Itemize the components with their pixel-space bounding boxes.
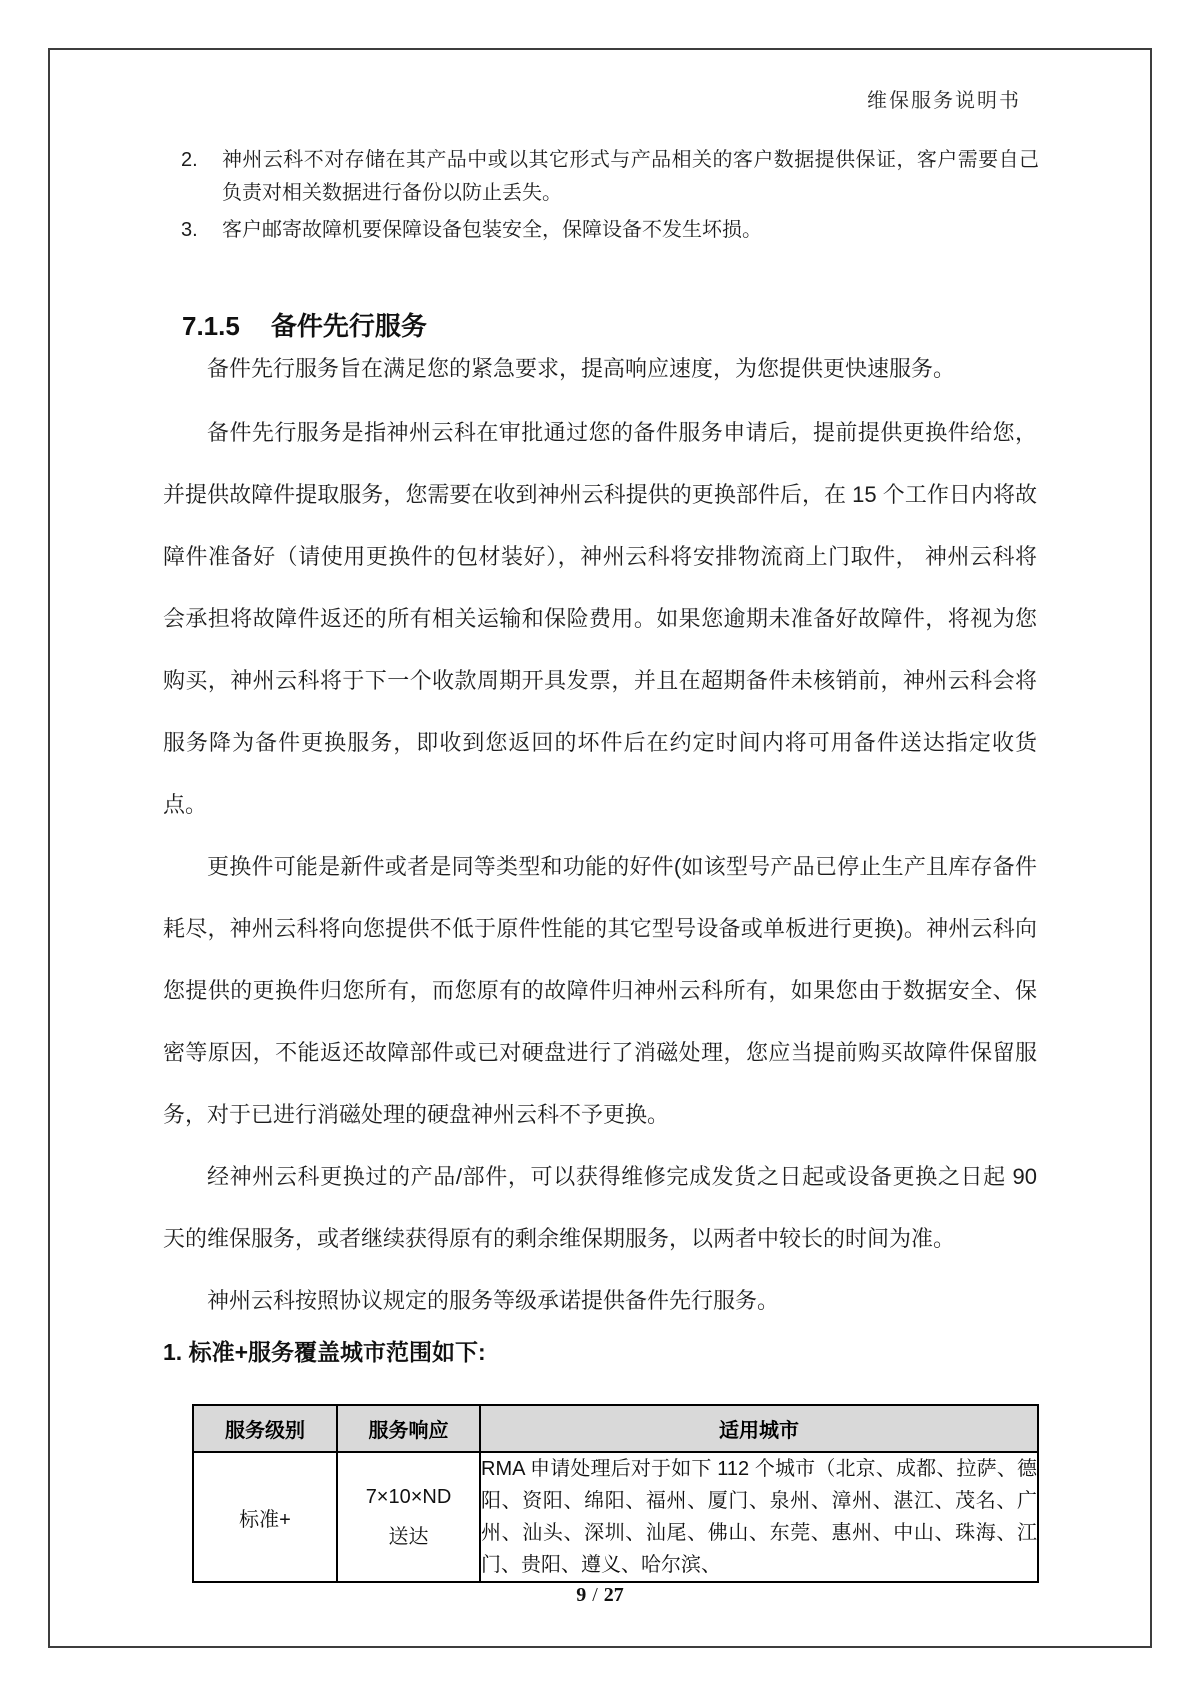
table-header-service-response: 服务响应 bbox=[337, 1405, 480, 1452]
list-item-number: 2. bbox=[181, 149, 198, 171]
response-line-1: 7×10×ND bbox=[365, 1486, 452, 1508]
table-header-service-level: 服务级别 bbox=[193, 1405, 337, 1452]
body-paragraph: 备件先行服务是指神州云科在审批通过您的备件服务申请后，提前提供更换件给您，并提供故障件提取服务，您需要在收到神州云科提供的更换部件后，在 15 个工作日内将故障件准备好（请使用更换件的包材装好），神州云科将安排物流商上门取件， 神州云科将会承担将故障件返还的所有相关运输和保险费用。如果您逾期未准备好故障件，将视为您购买，神州云科将于下一个收款周期开具发票，并且在超期备件未核销前，神州云科会将服务降为备件更换服务，即收到您返回的坏件后在约定时间内将可用备件送达指定收货点。 bbox=[163, 420, 1037, 817]
page-number-total: 27 bbox=[603, 1584, 624, 1606]
list-item-text: 神州云科不对存储在其产品中或以其它形式与产品相关的客户数据提供保证，客户需要自己负责对相关数据进行备份以防止丢失。 bbox=[222, 149, 1039, 204]
section-title: 备件先行服务 bbox=[270, 311, 427, 341]
list-item bbox=[181, 214, 1039, 247]
cell-service-level: 标准+ bbox=[193, 1452, 337, 1582]
table-row bbox=[193, 1452, 1038, 1582]
list-item bbox=[181, 144, 1039, 210]
list-item-number: 3. bbox=[181, 219, 198, 241]
cell-service-response bbox=[337, 1452, 480, 1582]
body-paragraph: 更换件可能是新件或者是同等类型和功能的好件(如该型号产品已停止生产且库存备件耗尽，神州云科将向您提供不低于原件性能的其它型号设备或单板进行更换)。神州云科向您提供的更换件归您所有，而您原有的故障件归神州云科所有，如果您由于数据安全、保密等原因，不能返还故障部件或已对硬盘进行了消磁处理，您应当提前购买故障件保留服务，对于已进行消磁处理的硬盘神州云科不予更换。 bbox=[163, 854, 1037, 1127]
service-coverage-table bbox=[192, 1404, 1039, 1583]
section-number: 7.1.5 bbox=[182, 311, 240, 341]
page-number bbox=[0, 1584, 1200, 1607]
page-header-title: 维保服务说明书 bbox=[867, 90, 1021, 112]
list-item-text: 客户邮寄故障机要保障设备包装安全，保障设备不发生坏损。 bbox=[222, 219, 762, 241]
body-text bbox=[163, 338, 1037, 1332]
response-line-2: 送达 bbox=[388, 1526, 429, 1548]
body-paragraph: 备件先行服务旨在满足您的紧急要求，提高响应速度，为您提供更快速服务。 bbox=[207, 356, 956, 381]
table-header-row bbox=[193, 1405, 1038, 1452]
table-header-applicable-cities: 适用城市 bbox=[480, 1405, 1038, 1452]
body-paragraph: 经神州云科更换过的产品/部件，可以获得维修完成发货之日起或设备更换之日起 90 天的维保服务，或者继续获得原有的剩余维保期服务，以两者中较长的时间为准。 bbox=[163, 1164, 1037, 1251]
page-number-separator: / bbox=[592, 1584, 598, 1606]
numbered-list bbox=[181, 144, 1039, 251]
page-number-current: 9 bbox=[576, 1584, 587, 1606]
cell-applicable-cities: RMA 申请处理后对于如下 112 个城市（北京、成都、拉萨、德阳、资阳、绵阳、福州、厦门、泉州、漳州、湛江、茂名、广州、汕头、深圳、汕尾、佛山、东莞、惠州、中山、珠海、江门、贵阳、遵义、哈尔滨、 bbox=[480, 1452, 1038, 1582]
table-caption-heading: 1. 标准+服务覆盖城市范围如下: bbox=[163, 1339, 486, 1365]
body-paragraph: 神州云科按照协议规定的服务等级承诺提供备件先行服务。 bbox=[207, 1288, 780, 1313]
